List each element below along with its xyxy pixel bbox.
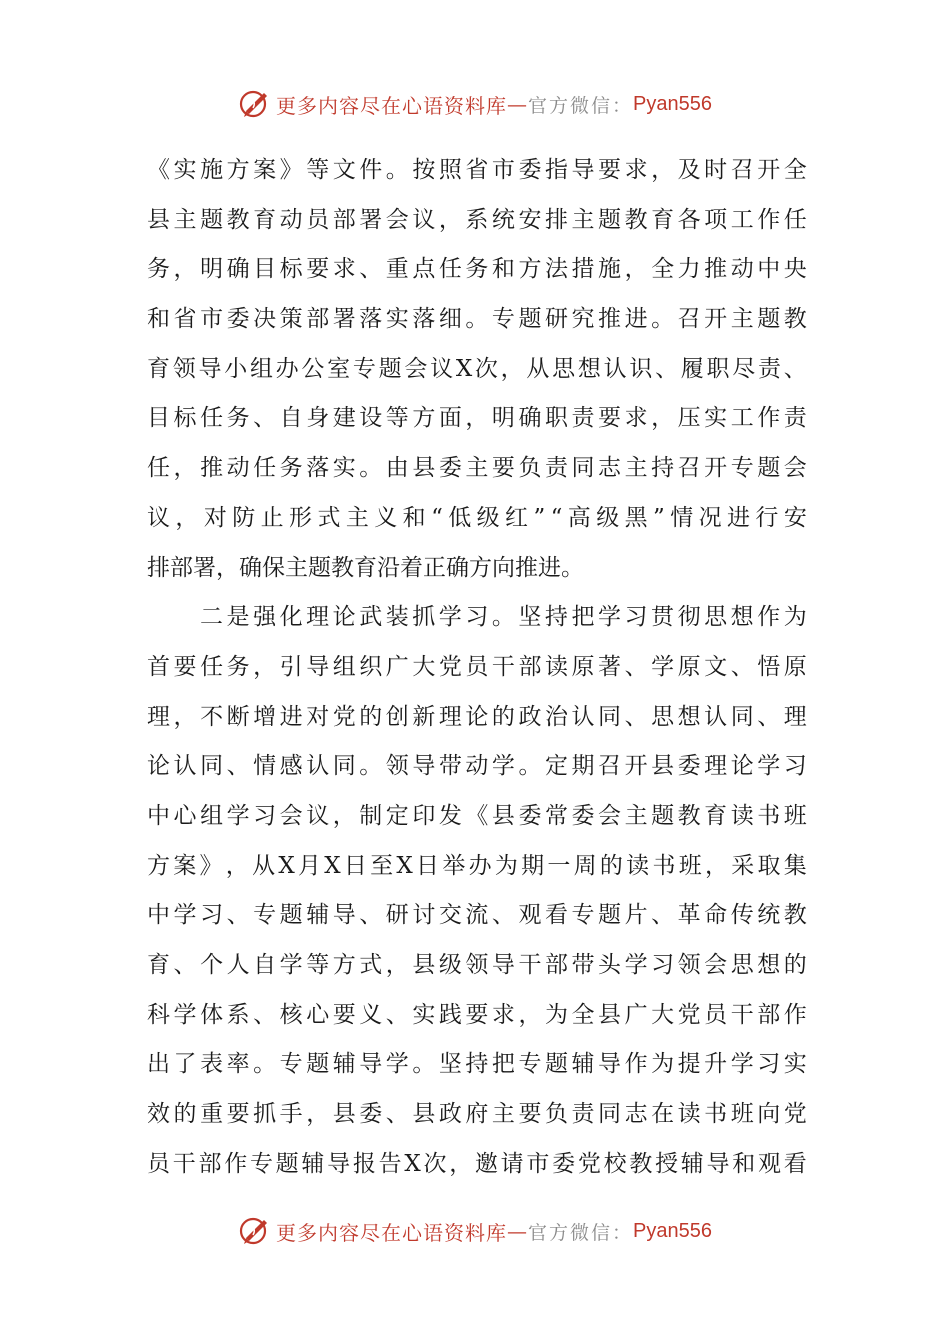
header-banner (0, 84, 950, 124)
pen-logo-icon (238, 87, 272, 121)
text-line: 目 标 任 务 、 自 身 建 设 等 方 面 ， 明 确 职 责 要 求 ， 压 实 工 作 责 (147, 405, 807, 432)
text-line: 论 认 同 、 情 感 认 同 。 领 导 带 动 学 。 定 期 召 开 县 委 理 论 学 习 (147, 753, 807, 780)
text-line: 务 ， 明 确 目 标 要 求 、 重 点 任 务 和 方 法 措 施 ， 全 力 推 动 中 央 (147, 256, 807, 283)
text-line: 出 了 表 率 。 专 题 辅 导 学 。 坚 持 把 专 题 辅 导 作 为 提 升 学 习 实 (147, 1051, 807, 1078)
footer-banner (0, 1211, 950, 1251)
text-line: 二 是 强 化 理 论 武 装 抓 学 习 。 坚 持 把 学 习 贯 彻 思 想 作 为 (200, 604, 807, 631)
banner-wechat-label: 官方微信： (528, 1221, 634, 1244)
text-line: 排部署，确保主题教育沿着正确方向推进。 (147, 554, 584, 581)
banner-wechat-id: Pyan556 (633, 92, 712, 115)
text-line: 方 案 》 ， 从 X 月 X 日 至 X 日 举 办 为 期 一 周 的 读 书 班 ， 采 取 集 (147, 852, 807, 879)
text-line: 《 实 施 方 案 》 等 文 件 。 按 照 省 市 委 指 导 要 求 ， 及 时 召 开 全 (147, 157, 807, 183)
text-line: 和 省 市 委 决 策 部 署 落 实 落 细 。 专 题 研 究 推 进 。 召 开 主 题 教 (147, 306, 807, 333)
text-line: 议 ， 对 防 止 形 式 主 义 和 “ 低 级 红 ” “ 高 级 黑 ” 情 况 进 行 安 (147, 504, 807, 531)
text-line: 中 学 习 、 专 题 辅 导 、 研 讨 交 流 、 观 看 专 题 片 、 革 命 传 统 教 (147, 902, 807, 929)
text-line: 育 、 个 人 自 学 等 方 式 ， 县 级 领 导 干 部 带 头 学 习 领 会 思 想 的 (147, 952, 807, 978)
text-line: 科 学 体 系 、 核 心 要 义 、 实 践 要 求 ， 为 全 县 广 大 党 员 干 部 作 (147, 1001, 807, 1028)
text-line: 任 ， 推 动 任 务 落 实 。 由 县 委 主 要 负 责 同 志 主 持 召 开 专 题 会 (147, 455, 807, 482)
banner-wechat-id: Pyan556 (633, 1219, 712, 1242)
text-line: 效 的 重 要 抓 手 ， 县 委 、 县 政 府 主 要 负 责 同 志 在 读 书 班 向 党 (147, 1101, 807, 1128)
banner-dash: — (507, 1219, 528, 1243)
text-line: 育 领 导 小 组 办 公 室 专 题 会 议 X 次 ， 从 思 想 认 识 、 履 职 尽 责 、 (147, 355, 807, 382)
banner-wechat-label: 官方微信： (528, 94, 634, 117)
banner-site-text: 更多内容尽在心语资料库 (276, 93, 507, 118)
text-line: 中 心 组 学 习 会 议 ， 制 定 印 发 《 县 委 常 委 会 主 题 教 育 读 书 班 (147, 802, 807, 829)
banner-site-text: 更多内容尽在心语资料库 (276, 1220, 507, 1245)
pen-logo-icon (238, 1214, 272, 1248)
document-body (147, 146, 807, 1189)
banner-dash: — (507, 92, 528, 116)
text-line: 理 ， 不 断 增 进 对 党 的 创 新 理 论 的 政 治 认 同 、 思 想 认 同 、 理 (147, 703, 807, 730)
text-line: 员 干 部 作 专 题 辅 导 报 告 X 次 ， 邀 请 市 委 党 校 教 授 辅 导 和 观 看 (147, 1150, 807, 1177)
text-line: 县 主 题 教 育 动 员 部 署 会 议 ， 系 统 安 排 主 题 教 育 各 项 工 作 任 (147, 206, 807, 233)
text-line: 首 要 任 务 ， 引 导 组 织 广 大 党 员 干 部 读 原 著 、 学 原 文 、 悟 原 (147, 653, 807, 680)
